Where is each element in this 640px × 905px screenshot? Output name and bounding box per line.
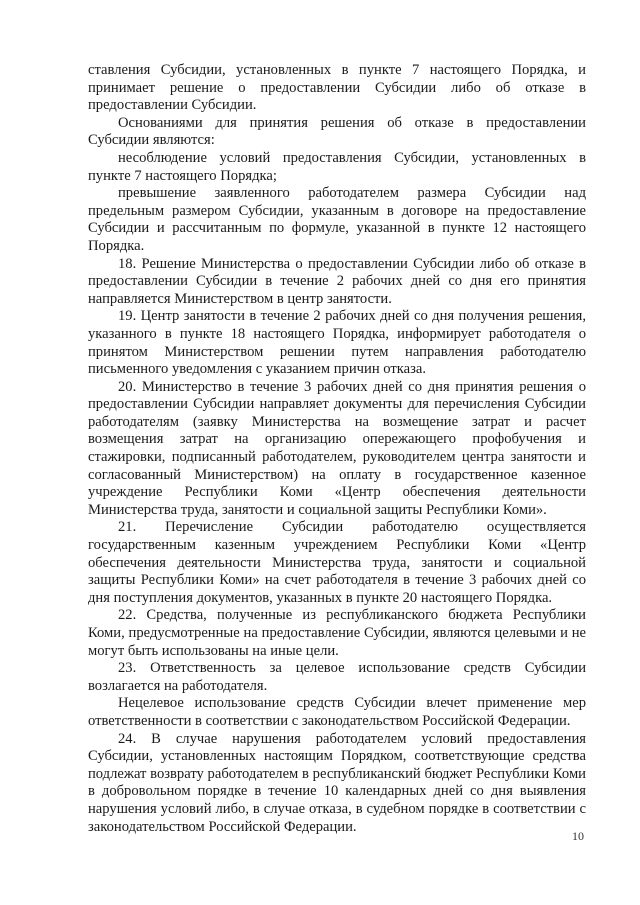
page-number: 10 (572, 829, 584, 843)
paragraph-misuse: Нецелевое использование средств Субсидии влечет применение мер ответственности в соответствии с законодательством Российской Федерации. (88, 695, 586, 729)
paragraph-21: 21. Перечисление Субсидии работодателю осуществляется государственным казенным учреждением Республики Коми «Центр обеспечения деятельности Министерства труда, занятости и социальной защиты Республики Коми» на счет работодателя в течение 3 рабочих дней со дня поступления документов, указанных в пункте 20 настоящего Порядка. (88, 519, 586, 606)
paragraph-18: 18. Решение Министерства о предоставлении Субсидии либо об отказе в предоставлении Субсидии в течение 2 рабочих дней со дня его принятия направляется Министерством в центр занятости. (88, 255, 586, 307)
paragraph-22: 22. Средства, полученные из республиканского бюджета Республики Коми, предусмотренные на предоставление Субсидии, являются целевыми и не могут быть использованы на иные цели. (88, 607, 586, 659)
paragraph-ground-1: несоблюдение условий предоставления Субсидии, установленных в пункте 7 настоящего Порядка; (88, 149, 586, 184)
paragraph-19: 19. Центр занятости в течение 2 рабочих дней со дня получения решения, указанного в пункте 18 настоящего Порядка, информирует работодателя о принятом Министерством решении путем направления работодателю письменного уведомления с указанием причин отказа. (88, 308, 586, 378)
paragraph-continuation: ставления Субсидии, установленных в пункте 7 настоящего Порядка, и принимает решение о предоставлении Субсидии либо об отказе в предоставлении Субсидии. (88, 62, 586, 114)
paragraph-23: 23. Ответственность за целевое использование средств Субсидии возлагается на работодателя. (88, 660, 586, 694)
paragraph-24: 24. В случае нарушения работодателем условий предоставления Субсидии, установленных настоящим Порядком, соответствующие средства подлежат возврату работодателем в республиканский бюджет Республики Коми в добровольном порядке в течение 10 календарных дней со дня выявления нарушения условий либо, в случае отказа, в судебном порядке в соответствии с законодательством Российской Федерации. (88, 730, 586, 835)
paragraph-ground-2: превышение заявленного работодателем размера Субсидии над предельным размером Субсидии, указанным в договоре на предоставление Субсидии и рассчитанным по формуле, указанной в пункте 12 настоящего Порядка. (88, 185, 586, 254)
document-body (88, 62, 586, 836)
paragraph-20: 20. Министерство в течение 3 рабочих дней со дня принятия решения о предоставлении Субсидии направляет документы для перечисления Субсидии работодателям (заявку Министерства на возмещение затрат и расчет возмещения затрат на организацию опережающего профобучения и стажировки, подписанный работодателем, руководителем центра занятости и согласованный Министерством) на оплату в государственное казенное учреждение Республики Коми «Центр обеспечения деятельности Министерства труда, занятости и социальной защиты Республики Коми». (88, 378, 586, 518)
paragraph-refusal-grounds: Основаниями для принятия решения об отказе в предоставлении Субсидии являются: (88, 114, 586, 149)
